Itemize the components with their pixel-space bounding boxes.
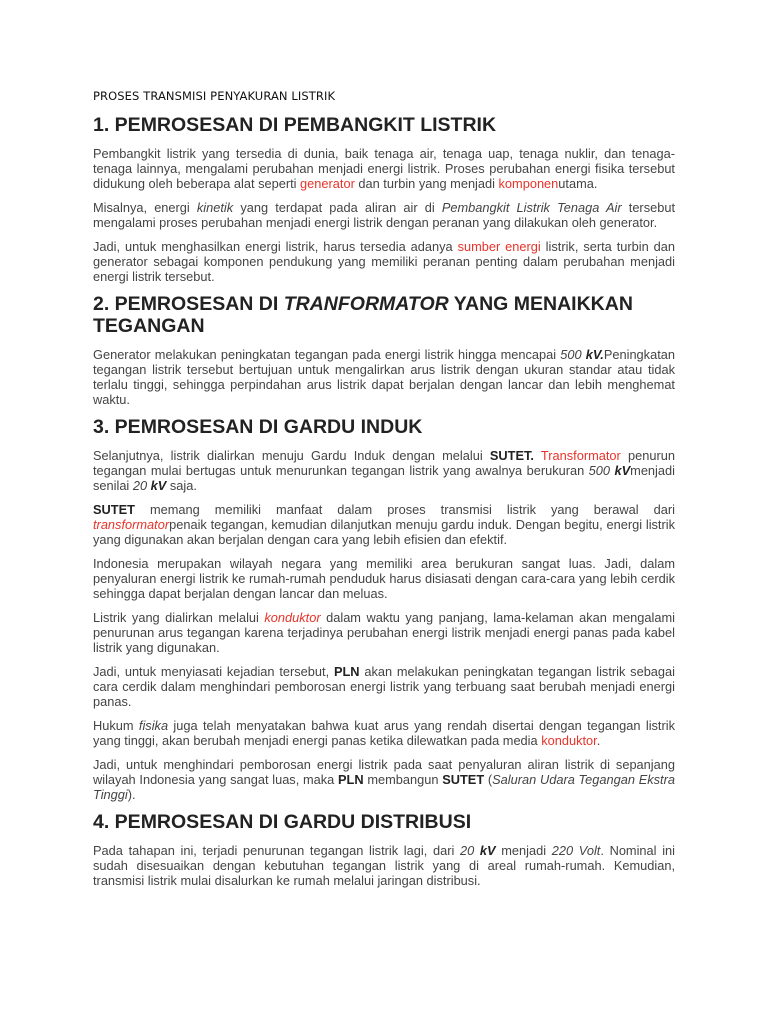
section-3-paragraph-2 <box>93 502 675 547</box>
section-1-paragraph-1 <box>93 146 675 191</box>
text: ( <box>484 772 493 787</box>
text: Generator melakukan peningkatan tegangan pada energi listrik hingga mencapai <box>93 347 561 362</box>
text: menjadi <box>495 843 552 858</box>
section-1-paragraph-3 <box>93 239 675 284</box>
text: Listrik yang dialirkan melalui <box>93 610 265 625</box>
text: Jadi, untuk menyiasati kejadian tersebut, <box>93 664 334 679</box>
section-3-heading: 3. PEMROSESAN DI GARDU INDUK <box>93 416 423 438</box>
section-3-paragraph-3: Indonesia merupakan wilayah negara yang memiliki area berukuran sangat luas. Jadi, dalam penyaluran energi listrik ke rumah-rumah penduduk harus disiasati dengan cara-cara yang lebih cerdik sehingga dapat berjalan dengan lancar dan meluas. <box>93 556 675 601</box>
link-konduktor[interactable]: konduktor <box>264 610 321 625</box>
section-4-paragraph-1 <box>93 843 675 888</box>
text: dan turbin yang menjadi <box>354 176 499 191</box>
bold-term: SUTET. <box>489 448 534 463</box>
section-2-heading <box>93 293 675 337</box>
section-1-paragraph-2 <box>93 200 675 230</box>
section-4-heading: 4. PEMROSESAN DI GARDU DISTRIBUSI <box>93 811 472 833</box>
bold-italic-unit: kV. <box>585 347 604 362</box>
link-konduktor[interactable]: konduktor <box>541 733 597 748</box>
italic-term: 20 <box>132 478 151 493</box>
text: listrik, serta turbin dan generator sebagai komponen pendukung yang memiliki peranan penting dalam perubahan menjadi energi listrik tersebut. <box>93 239 675 284</box>
text: penurun tegangan mulai bertugas untuk menurunkan tegangan listrik yang awalnya berukuran <box>93 448 675 478</box>
bold-term: SUTET <box>442 772 485 787</box>
bold-term: PLN <box>338 772 364 787</box>
text: Jadi, untuk menghindari pemborosan energi listrik pada saat penyaluran aliran listrik di sepanjang wilayah Indonesia yang sangat luas, maka <box>93 757 675 787</box>
italic-term: Pembangkit Listrik Tenaga Air <box>441 200 622 215</box>
italic-term: kinetik <box>196 200 234 215</box>
text: Jadi, untuk menghasilkan energi listrik, harus tersedia adanya <box>93 239 458 254</box>
italic-term: 500 <box>588 463 615 478</box>
text: Hukum <box>93 718 139 733</box>
text: Selanjutnya, listrik dialirkan menuju Gardu Induk dengan melalui <box>93 448 490 463</box>
italic-term: 500 <box>560 347 586 362</box>
heading-italic: TRANFORMATOR <box>283 293 449 315</box>
italic-term: fisika <box>138 718 169 733</box>
text: tersebut mengalami proses perubahan menjadi energi listrik dengan peranan yang dilakukan oleh generator. <box>93 200 676 230</box>
text: saja. <box>166 478 197 493</box>
text: menjadi senilai <box>93 463 675 493</box>
section-3-paragraph-7 <box>93 757 675 802</box>
section-3-paragraph-6 <box>93 718 675 748</box>
text: dalam waktu yang panjang, lama-kelaman akan mengalami penurunan arus tegangan karena terjadinya perubahan energi listrik menjadi energi panas pada kabel listrik yang digunakan. <box>93 610 676 655</box>
text: utama. <box>558 176 598 191</box>
section-3-paragraph-4 <box>93 610 675 655</box>
link-transformator[interactable]: transformator <box>93 517 170 532</box>
heading-part: YANG MENAIKKAN TEGANGAN <box>93 293 633 337</box>
text: ). <box>127 787 136 802</box>
text: juga telah menyatakan bahwa kuat arus yang rendah disertai dengan tegangan listrik yang tinggi, akan berubah menjadi energi panas ketika dilewatkan pada media <box>93 718 675 748</box>
link-sumber-energi[interactable]: sumber energi <box>457 239 541 254</box>
text: . <box>596 733 601 748</box>
section-1-heading: 1. PEMROSESAN DI PEMBANGKIT LISTRIK <box>93 114 497 136</box>
bold-italic-unit: kV <box>614 463 631 478</box>
section-2-paragraph-1 <box>93 347 675 407</box>
document-title: PROSES TRANSMISI PENYAKURAN LISTRIK <box>93 89 336 103</box>
text: memang memiliki manfaat dalam proses transmisi listrik yang berawal dari <box>134 502 675 517</box>
text: Misalnya, energi <box>93 200 197 215</box>
bold-term: SUTET <box>93 502 135 517</box>
italic-term: 20 <box>459 843 480 858</box>
text: yang terdapat pada aliran air di <box>233 200 442 215</box>
heading-part: 2. PEMROSESAN DI <box>93 293 284 315</box>
italic-term: 220 Volt <box>551 843 601 858</box>
bold-term: PLN <box>333 664 360 679</box>
bold-italic-unit: kV <box>150 478 167 493</box>
link-transformator[interactable]: Transformator <box>533 448 621 463</box>
link-generator[interactable]: generator <box>300 176 355 191</box>
bold-italic-unit: kV <box>479 843 496 858</box>
section-3-paragraph-1 <box>93 448 675 493</box>
section-3-paragraph-5 <box>93 664 675 709</box>
text: Pada tahapan ini, terjadi penurunan tegangan listrik lagi, dari <box>93 843 460 858</box>
text: penaik tegangan, kemudian dilanjutkan menuju gardu induk. Dengan begitu, energi listrik yang digunakan akan berjalan dengan cara yang lebih efisien dan efektif. <box>93 517 675 547</box>
italic-term: Saluran Udara Tegangan Ekstra Tinggi <box>93 772 675 802</box>
text: membangun <box>363 772 443 787</box>
text: Peningkatan tegangan listrik tersebut bertujuan untuk mengalirkan arus listrik dengan ukuran standar atau tidak terlalu tinggi, sehingga perpindahan arus listrik dapat berjalan dengan lancar dan lebih menghemat waktu. <box>93 347 675 407</box>
text: Pembangkit listrik yang tersedia di dunia, baik tenaga air, tenaga uap, tenaga nuklir, dan tenaga-tenaga lainnya, mengalami perubahan menjadi energi listrik. Proses perubahan energi fisika tersebut didukung oleh beberapa alat seperti <box>93 146 675 191</box>
link-komponen[interactable]: komponen <box>498 176 559 191</box>
text: . Nominal ini sudah disesuaikan dengan kebutuhan tegangan listrik yang di areal rumah-rumah. Kemudian, transmisi listrik mulai disalurkan ke rumah melalui jaringan distribusi. <box>93 843 675 888</box>
text: akan melakukan peningkatan tegangan listrik sebagai cara cerdik dalam menghindari pemborosan energi listrik yang terbuang saat berubah menjadi energi panas. <box>93 664 676 709</box>
